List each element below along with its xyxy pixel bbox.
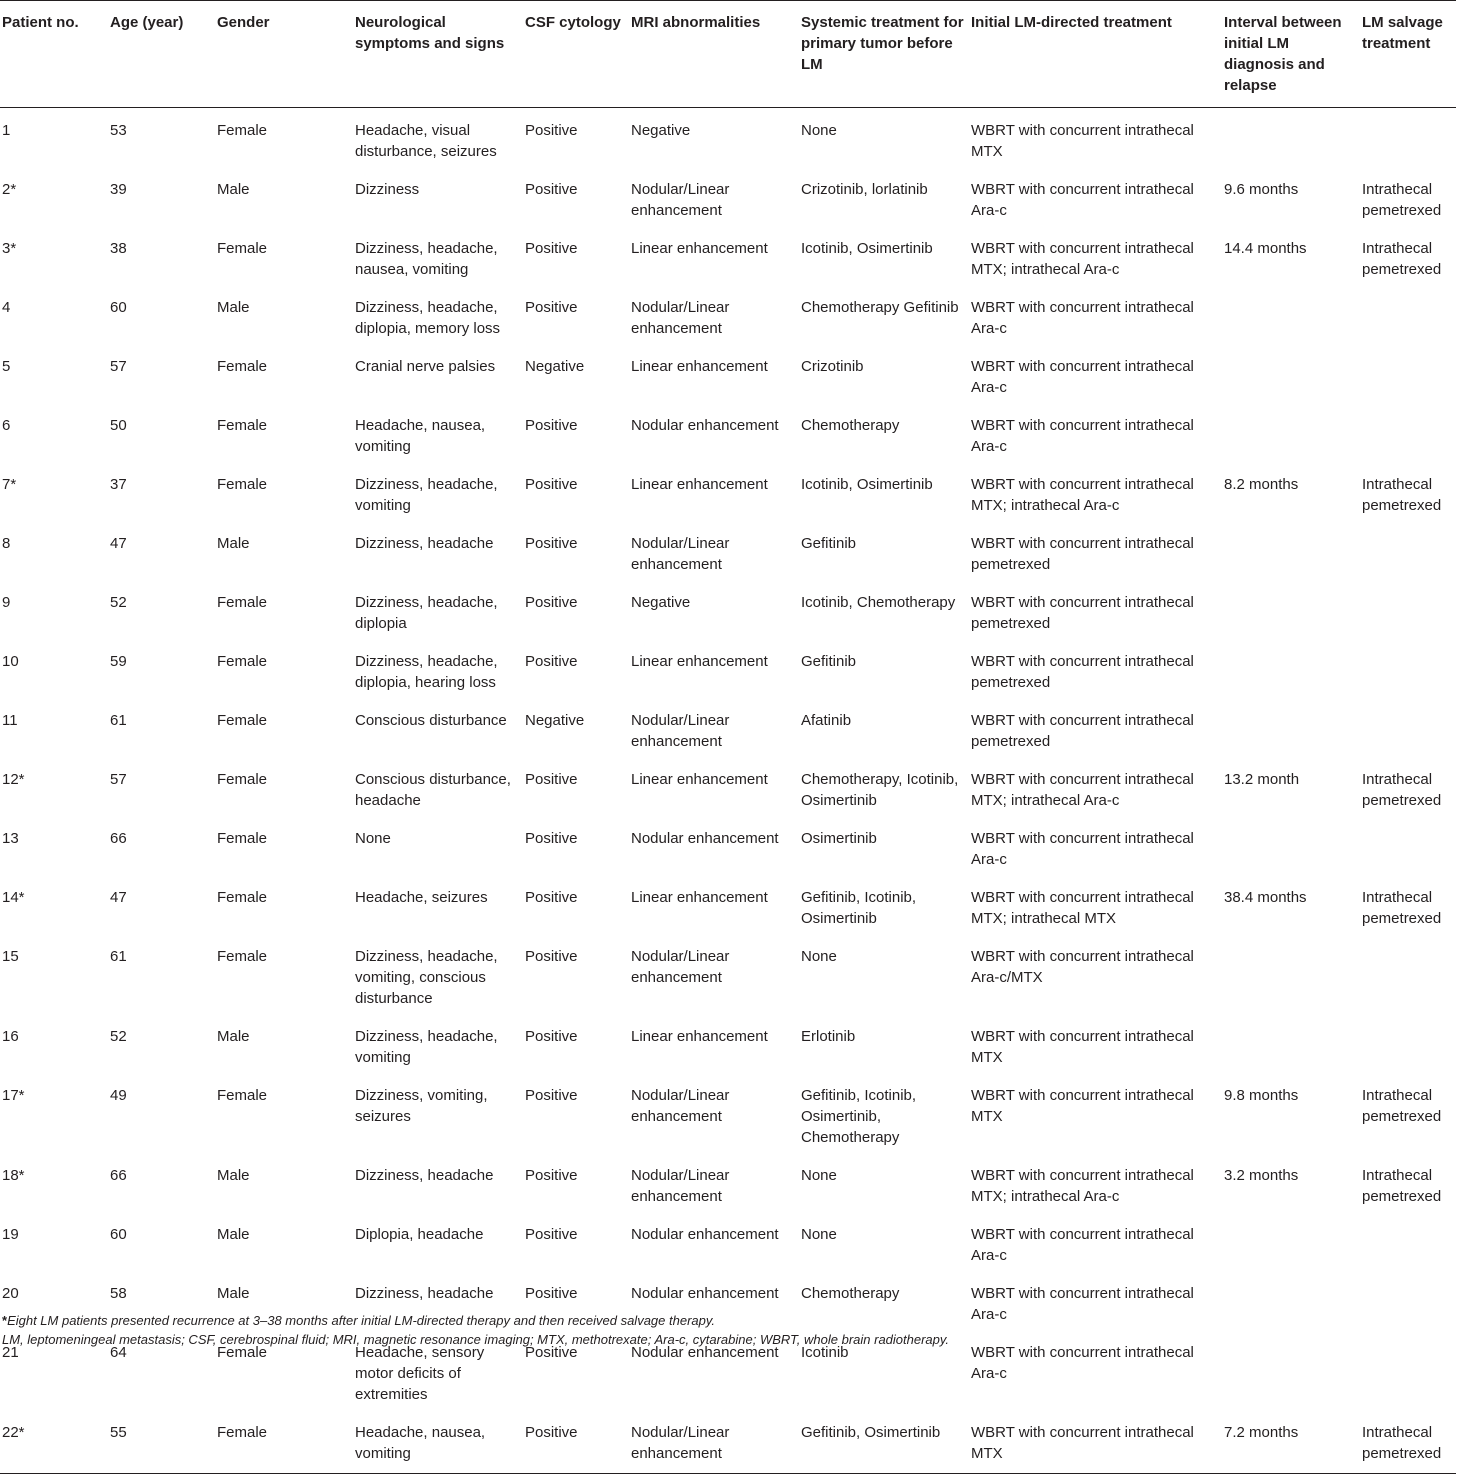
table-cell: 5 (2, 358, 11, 375)
table-row (0, 757, 1456, 816)
table-cell: 21 (2, 1344, 19, 1361)
table-row (0, 226, 1456, 285)
table-cell: Nodular enhancement (631, 417, 779, 434)
table-cell: Linear enhancement (631, 240, 768, 257)
column-header: Initial LM-directed treatment (969, 1, 1222, 108)
table-cell: 20 (2, 1285, 19, 1302)
table-cell: WBRT with concurrent intrathecal MTX; intrathecal MTX (971, 889, 1194, 927)
table-cell: Afatinib (801, 712, 852, 729)
table-row (0, 108, 1456, 168)
table-cell: Headache, nausea, vomiting (353, 1410, 523, 1474)
table-cell: 49 (110, 1087, 127, 1104)
table-cell: 61 (110, 712, 127, 729)
table-cell (1360, 698, 1456, 757)
table-cell: WBRT with concurrent intrathecal MTX (971, 122, 1194, 160)
table-cell: 4 (2, 299, 11, 316)
table-cell: Nodular enhancement (631, 1226, 779, 1243)
table-cell: 66 (110, 830, 127, 847)
table-cell: 3* (2, 240, 17, 257)
column-header: Gender (215, 1, 353, 108)
table-cell: Male (217, 299, 250, 316)
table-cell: Dizziness, headache, vomiting, conscious disturbance (355, 948, 498, 1007)
table-row (0, 1014, 1456, 1073)
table-cell (1222, 1212, 1360, 1271)
table-cell: Male (217, 1285, 250, 1302)
table-footnotes (2, 1311, 949, 1349)
table-cell: Male (217, 181, 250, 198)
table-cell (1222, 934, 1360, 1014)
table-cell: Gefitinib, Icotinib, Osimertinib, Chemotherapy (801, 1087, 917, 1146)
header-row (0, 1, 1456, 108)
table-cell: None (355, 830, 391, 847)
table-cell: Nodular/Linear enhancement (631, 1167, 730, 1205)
table-cell: 60 (110, 299, 127, 316)
table-cell: 64 (110, 1344, 127, 1361)
table-cell (1222, 344, 1360, 403)
table-cell (1360, 108, 1456, 168)
table-cell: Negative (525, 358, 585, 375)
table-cell: Icotinib (801, 1344, 849, 1361)
table-cell (1222, 580, 1360, 639)
table-cell: 9 (2, 594, 11, 611)
table-cell: WBRT with concurrent intrathecal pemetrexed (971, 712, 1194, 750)
table-cell: WBRT with concurrent intrathecal Ara-c (971, 181, 1194, 219)
table-cell: Female (217, 889, 268, 906)
table-cell (1360, 521, 1456, 580)
table-cell: 18* (2, 1167, 25, 1184)
column-header: Patient no. (0, 1, 108, 108)
table-cell (1360, 580, 1456, 639)
table-cell (1222, 108, 1360, 168)
table-cell: 17* (2, 1087, 25, 1104)
table-cell: Osimertinib (801, 830, 877, 847)
table-cell: WBRT with concurrent intrathecal pemetrexed (971, 535, 1194, 573)
table-cell: 8.2 months (1224, 476, 1299, 493)
table-cell: Negative (525, 712, 585, 729)
table-cell: 52 (110, 1028, 127, 1045)
table-cell: Female (217, 653, 268, 670)
table-cell: Female (217, 594, 268, 611)
table-cell: Linear enhancement (631, 358, 768, 375)
table-cell: 7.2 months (1222, 1410, 1360, 1474)
table-cell: Positive (525, 1344, 578, 1361)
table-cell: Intrathecal pemetrexed (1362, 181, 1442, 219)
column-header: LM salvage treatment (1360, 1, 1456, 108)
table-cell (1360, 816, 1456, 875)
table-cell (1360, 1271, 1456, 1330)
table-cell: Chemotherapy (801, 417, 900, 434)
table-cell: Positive (525, 1087, 578, 1104)
table-cell: WBRT with concurrent intrathecal pemetrexed (971, 594, 1194, 632)
table-cell: Male (217, 1226, 250, 1243)
table-cell: Positive (525, 830, 578, 847)
table-cell: WBRT with concurrent intrathecal MTX (969, 1410, 1222, 1474)
table-cell: Gefitinib, Osimertinib (799, 1410, 969, 1474)
table-cell: Nodular enhancement (631, 1285, 779, 1302)
table-cell: Male (217, 1167, 250, 1184)
table-cell: Dizziness, headache, diplopia (355, 594, 498, 632)
table-cell: 13 (2, 830, 19, 847)
table-cell: Female (215, 1410, 353, 1474)
table-cell: None (801, 1167, 837, 1184)
table-cell (1360, 934, 1456, 1014)
table-cell: 10 (2, 653, 19, 670)
column-header: Age (year) (108, 1, 215, 108)
table-cell: Dizziness, headache (355, 1167, 494, 1184)
table-row (0, 639, 1456, 698)
column-header: Neurological symptoms and signs (353, 1, 523, 108)
table-cell: Positive (525, 653, 578, 670)
table-cell: Icotinib, Osimertinib (801, 240, 933, 257)
table-cell: Dizziness, headache, nausea, vomiting (355, 240, 498, 278)
table-cell: Positive (525, 299, 578, 316)
table-cell: 3.2 months (1224, 1167, 1299, 1184)
table-cell: 38 (110, 240, 127, 257)
table-cell: Intrathecal pemetrexed (1362, 889, 1442, 927)
table-row (0, 934, 1456, 1014)
table-cell: Crizotinib (801, 358, 864, 375)
column-header: CSF cytology (523, 1, 629, 108)
table-row (0, 344, 1456, 403)
table-cell: WBRT with concurrent intrathecal pemetrexed (971, 653, 1194, 691)
column-header: Systemic treatment for primary tumor before LM (799, 1, 969, 108)
table-cell: Intrathecal pemetrexed (1362, 1167, 1442, 1205)
table-row (0, 521, 1456, 580)
table-cell: 61 (110, 948, 127, 965)
table-cell: 59 (110, 653, 127, 670)
table-cell: 55 (108, 1410, 215, 1474)
table-cell: Positive (525, 240, 578, 257)
table-cell: Positive (525, 1285, 578, 1302)
table-cell: 12* (2, 771, 25, 788)
table-cell: Chemotherapy (801, 1285, 900, 1302)
table-cell: WBRT with concurrent intrathecal Ara-c (971, 299, 1194, 337)
table-cell: 2* (2, 181, 17, 198)
table-row (0, 285, 1456, 344)
table-cell: Diplopia, headache (355, 1226, 484, 1243)
table-cell: Positive (525, 476, 578, 493)
table-cell (1360, 285, 1456, 344)
table-cell: WBRT with concurrent intrathecal MTX; intrathecal Ara-c (971, 1167, 1194, 1205)
table-cell (1222, 698, 1360, 757)
table-cell: Positive (525, 122, 578, 139)
table-cell: 60 (110, 1226, 127, 1243)
table-row (0, 1073, 1456, 1153)
table-cell (1222, 521, 1360, 580)
table-cell: Conscious disturbance (355, 712, 507, 729)
table-row (0, 167, 1456, 226)
table-cell: Linear enhancement (631, 771, 768, 788)
table-cell: Positive (525, 417, 578, 434)
table-cell: None (801, 948, 837, 965)
table-cell: Positive (525, 1226, 578, 1243)
table-cell: Conscious disturbance, headache (355, 771, 511, 809)
table-cell (1360, 639, 1456, 698)
table-cell: Gefitinib, Icotinib, Osimertinib (801, 889, 917, 927)
table-cell: 1 (2, 122, 11, 139)
table-cell: Nodular/Linear enhancement (631, 535, 730, 573)
table-cell: Dizziness (355, 181, 420, 198)
table-cell: Negative (631, 122, 691, 139)
table-cell: Nodular/Linear enhancement (631, 712, 730, 750)
table-row (0, 580, 1456, 639)
table-cell: Linear enhancement (631, 653, 768, 670)
table-cell (1360, 1212, 1456, 1271)
table-cell: Positive (525, 181, 578, 198)
table-cell (1222, 285, 1360, 344)
table-cell: WBRT with concurrent intrathecal Ara-c (971, 1344, 1194, 1382)
table-cell (1222, 1014, 1360, 1073)
table-row (0, 1212, 1456, 1271)
table-cell: 9.8 months (1224, 1087, 1299, 1104)
table-cell: Female (217, 358, 268, 375)
table-cell: Nodular/Linear enhancement (629, 1410, 799, 1474)
table-cell: 37 (110, 476, 127, 493)
table-cell: Cranial nerve palsies (355, 358, 496, 375)
table-cell: Headache, sensory motor deficits of extremities (355, 1344, 485, 1403)
table-cell: 14.4 months (1224, 240, 1307, 257)
table-cell: Positive (525, 1167, 578, 1184)
table-cell: Gefitinib (801, 653, 857, 670)
table-cell: Headache, visual disturbance, seizures (355, 122, 497, 160)
table-cell: WBRT with concurrent intrathecal MTX; intrathecal Ara-c (971, 476, 1194, 514)
table-header (0, 1, 1456, 108)
table-cell: Intrathecal pemetrexed (1362, 771, 1442, 809)
table-cell (1360, 1330, 1456, 1410)
table-cell: Intrathecal pemetrexed (1360, 1410, 1456, 1474)
table-cell: Gefitinib (801, 535, 857, 552)
table-cell: Female (217, 771, 268, 788)
table-cell: Female (217, 1344, 268, 1361)
table-cell: None (801, 1226, 837, 1243)
table-cell (1222, 1271, 1360, 1330)
table-cell: 16 (2, 1028, 19, 1045)
table-cell: Icotinib, Chemotherapy (801, 594, 956, 611)
asterisk-note: Eight LM patients presented recurrence at 3–38 months after initial LM-directed therapy and then received salvage therapy. (7, 1313, 716, 1328)
table-cell: Dizziness, vomiting, seizures (355, 1087, 488, 1125)
table-cell: Erlotinib (801, 1028, 856, 1045)
asterisk-mark: * (2, 1313, 8, 1328)
table-cell: Female (217, 948, 268, 965)
table-cell: WBRT with concurrent intrathecal Ara-c (971, 358, 1194, 396)
table-cell: 39 (110, 181, 127, 198)
table-row (0, 403, 1456, 462)
table-cell: Female (217, 476, 268, 493)
table-cell: WBRT with concurrent intrathecal Ara-c/MTX (971, 948, 1194, 986)
table-body (0, 108, 1456, 1474)
table-cell (1222, 403, 1360, 462)
table-cell: 57 (110, 771, 127, 788)
table-cell (1222, 639, 1360, 698)
column-header: MRI abnormalities (629, 1, 799, 108)
table-cell: Dizziness, headache (355, 1285, 494, 1302)
table-cell: Positive (525, 535, 578, 552)
table-cell: Chemotherapy, Icotinib, Osimertinib (801, 771, 959, 809)
table-cell: Intrathecal pemetrexed (1362, 476, 1442, 514)
table-cell: Nodular/Linear enhancement (631, 299, 730, 337)
footnote-abbreviations: LM, leptomeningeal metastasis; CSF, cerebrospinal fluid; MRI, magnetic resonance imaging; MTX, methotrexate; Ara-c, cytarabine; WBRT, whole brain radiotherapy. (2, 1332, 950, 1347)
table-cell: Linear enhancement (631, 1028, 768, 1045)
table-cell (1222, 1330, 1360, 1410)
table-cell: Nodular/Linear enhancement (631, 948, 730, 986)
table-cell: WBRT with concurrent intrathecal Ara-c (971, 417, 1194, 455)
table-cell: 57 (110, 358, 127, 375)
footnote-asterisk (2, 1311, 949, 1330)
table-cell: Negative (631, 594, 691, 611)
table-cell: Headache, seizures (355, 889, 488, 906)
table-cell: Nodular enhancement (631, 1344, 779, 1361)
table-cell (1360, 1014, 1456, 1073)
table-cell: Positive (525, 594, 578, 611)
table-cell: Linear enhancement (631, 476, 768, 493)
table-cell: 11 (2, 712, 18, 729)
table-cell: 66 (110, 1167, 127, 1184)
table-cell: WBRT with concurrent intrathecal MTX; intrathecal Ara-c (971, 240, 1194, 278)
table-cell: 47 (110, 889, 127, 906)
table-cell: Chemotherapy Gefitinib (801, 299, 959, 316)
table-cell: 47 (110, 535, 127, 552)
table-cell: 15 (2, 948, 19, 965)
table-cell: None (801, 122, 837, 139)
table-cell: Linear enhancement (631, 889, 768, 906)
table-cell: Female (217, 417, 268, 434)
table-cell: Positive (525, 1028, 578, 1045)
column-header: Interval between initial LM diagnosis and relapse (1222, 1, 1360, 108)
table-cell: 53 (110, 122, 127, 139)
table-cell: 22* (0, 1410, 108, 1474)
table-cell: Dizziness, headache, diplopia, hearing loss (355, 653, 498, 691)
table-cell: WBRT with concurrent intrathecal Ara-c (971, 1285, 1194, 1323)
table-row (0, 698, 1456, 757)
table-cell: Dizziness, headache, vomiting (355, 476, 498, 514)
table-cell: 9.6 months (1224, 181, 1299, 198)
table-cell: 14* (2, 889, 25, 906)
table-cell (1360, 403, 1456, 462)
table-cell: Positive (523, 1410, 629, 1474)
table-cell: Female (217, 712, 268, 729)
table-cell: Intrathecal pemetrexed (1362, 1087, 1442, 1125)
table-row (0, 1153, 1456, 1212)
table-cell: Female (217, 122, 268, 139)
table-cell: Female (217, 1087, 268, 1104)
table-cell: Positive (525, 948, 578, 965)
table-cell: 13.2 month (1224, 771, 1300, 788)
table-cell: 8 (2, 535, 11, 552)
table-cell: 6 (2, 417, 11, 434)
table-cell: WBRT with concurrent intrathecal MTX; intrathecal Ara-c (971, 771, 1194, 809)
table-cell: Intrathecal pemetrexed (1362, 240, 1442, 278)
table-cell: 38.4 months (1224, 889, 1307, 906)
table-cell: WBRT with concurrent intrathecal MTX (971, 1087, 1194, 1125)
table-row (0, 462, 1456, 521)
table-cell: Female (217, 240, 268, 257)
table-cell: WBRT with concurrent intrathecal MTX (971, 1028, 1194, 1066)
table-cell: Nodular/Linear enhancement (631, 181, 730, 219)
table-cell: Headache, nausea, vomiting (355, 417, 486, 455)
table-cell: 19 (2, 1226, 19, 1243)
table-cell: Male (217, 1028, 250, 1045)
table-cell: Dizziness, headache, vomiting (355, 1028, 498, 1066)
table-cell: Nodular/Linear enhancement (631, 1087, 730, 1125)
table-cell (1222, 816, 1360, 875)
table-cell: Male (217, 535, 250, 552)
table-cell: Icotinib, Osimertinib (801, 476, 933, 493)
table-cell: 50 (110, 417, 127, 434)
table-cell: WBRT with concurrent intrathecal Ara-c (971, 830, 1194, 868)
table-cell: WBRT with concurrent intrathecal Ara-c (971, 1226, 1194, 1264)
table-cell: 7* (2, 476, 17, 493)
table-cell: Female (217, 830, 268, 847)
table-cell: Crizotinib, lorlatinib (801, 181, 928, 198)
table-row (0, 875, 1456, 934)
table-cell: Dizziness, headache (355, 535, 494, 552)
table-cell: 58 (110, 1285, 127, 1302)
table-cell (1360, 344, 1456, 403)
table-cell: Positive (525, 889, 578, 906)
table-cell: 52 (110, 594, 127, 611)
table-cell: Nodular enhancement (631, 830, 779, 847)
table-cell: Positive (525, 771, 578, 788)
table-row (0, 816, 1456, 875)
table-cell: Dizziness, headache, diplopia, memory loss (355, 299, 501, 337)
table-row (0, 1410, 1456, 1474)
